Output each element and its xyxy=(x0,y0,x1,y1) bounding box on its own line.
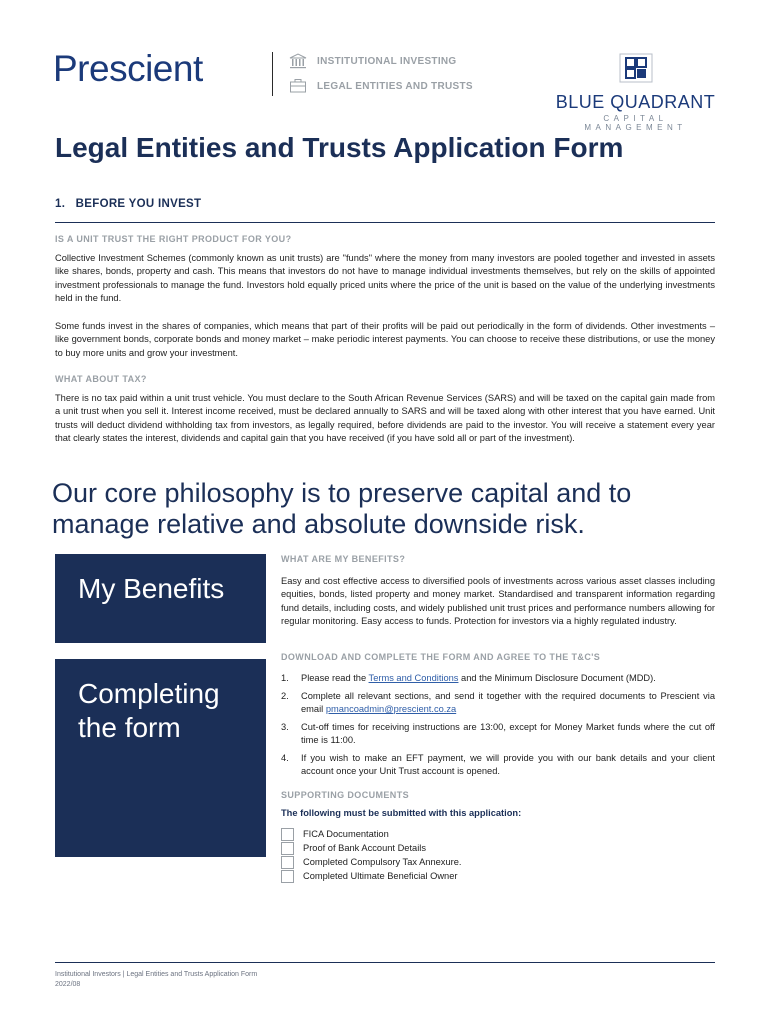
prescient-logo: Prescient xyxy=(53,48,203,89)
footer-divider xyxy=(55,962,715,963)
question-heading: WHAT ABOUT TAX? xyxy=(55,374,147,384)
footer-date: 2022/08 xyxy=(55,981,81,988)
step-number: 3. xyxy=(281,722,289,732)
section-divider xyxy=(55,222,715,223)
steps-list xyxy=(281,672,715,778)
philosophy-statement: Our core philosophy is to preserve capital and to manage relative and absolute downside risk. xyxy=(52,478,632,539)
benefits-section xyxy=(281,554,715,629)
checkbox[interactable] xyxy=(281,856,294,869)
completing-box-line1: Completing xyxy=(78,678,220,709)
benefits-heading: WHAT ARE MY BENEFITS? xyxy=(281,554,406,564)
question-heading: IS A UNIT TRUST THE RIGHT PRODUCT FOR YOU? xyxy=(55,234,292,244)
terms-link[interactable]: Terms and Conditions xyxy=(368,673,459,683)
document-item[interactable] xyxy=(281,827,715,841)
step-text xyxy=(301,672,715,685)
documents-checklist xyxy=(281,827,715,883)
step-number: 1. xyxy=(281,673,289,683)
step-number: 2. xyxy=(281,691,289,701)
step-number: 4. xyxy=(281,753,289,763)
footer-line: Institutional Investors | Legal Entities and Trusts Application Form xyxy=(55,971,258,978)
benefits-box-label: My Benefits xyxy=(78,573,225,604)
supporting-heading: SUPPORTING DOCUMENTS xyxy=(281,790,410,800)
document-label: Proof of Bank Account Details xyxy=(303,843,426,853)
step-text: If you wish to make an EFT payment, we will provide you with our bank details and your client account once your Unit Trust account is opened. xyxy=(301,753,715,776)
completing-heading: DOWNLOAD AND COMPLETE THE FORM AND AGREE TO THE T&C'S xyxy=(281,652,601,662)
completing-section xyxy=(281,652,715,883)
step-text-post: and the Minimum Disclosure Document (MDD). xyxy=(458,673,656,683)
document-item[interactable] xyxy=(281,855,715,869)
page-title: Legal Entities and Trusts Application Form xyxy=(55,132,624,163)
briefcase-icon xyxy=(289,78,307,94)
institution-icon xyxy=(289,53,307,69)
step-item xyxy=(281,752,715,778)
email-link[interactable]: pmancoadmin@prescient.co.za xyxy=(325,704,457,714)
header-divider xyxy=(272,52,273,96)
segment-legal xyxy=(289,78,473,94)
partner-name: BLUE QUADRANT xyxy=(555,92,716,112)
checkbox[interactable] xyxy=(281,842,294,855)
completing-box-line2: the form xyxy=(78,712,181,743)
step-text xyxy=(301,690,715,716)
supporting-intro: The following must be submitted with this application: xyxy=(281,808,522,818)
segment-institutional xyxy=(289,53,457,69)
footer xyxy=(55,970,257,990)
checkbox[interactable] xyxy=(281,870,294,883)
paragraph: Collective Investment Schemes (commonly known as unit trusts) are "funds" where the money from many investors are pooled together and invested in assets like shares, bonds, property and cash. This means that investors do not have to manage individual investments themselves, but rely on the skills of appointed investment professionals to manage the fund. Investors hold equally priced units where the price of the unit is based on the value of the underlying investments held in the fund. xyxy=(55,253,715,304)
completing-box xyxy=(55,659,266,857)
paragraph: Some funds invest in the shares of companies, which means that part of their profits will be paid out periodically in the form of dividends. Other investments – like government bonds, corporate bonds and money market – make periodic interest payments. You can choose to receive these distributions, or use the money to buy more units and grow your investment. xyxy=(55,321,715,358)
document-label: FICA Documentation xyxy=(303,829,389,839)
document-item[interactable] xyxy=(281,869,715,883)
quadrant-mark-icon xyxy=(619,53,653,83)
document-label: Completed Ultimate Beneficial Owner xyxy=(303,871,458,881)
step-text-pre: Complete all relevant sections, and send it together with the required documents to Prescient via email xyxy=(301,691,715,714)
benefits-box xyxy=(55,554,266,643)
blue-quadrant-logo xyxy=(553,53,718,132)
completing-box-label xyxy=(55,659,266,745)
segment-label: LEGAL ENTITIES AND TRUSTS xyxy=(317,80,473,92)
step-text: Cut-off times for receiving instructions are 13:00, except for Money Market funds where the cut off time is 11:00. xyxy=(301,722,715,745)
step-text-pre: Please read the xyxy=(301,673,369,683)
paragraph: There is no tax paid within a unit trust vehicle. You must declare to the South African Revenue Services (SARS) and will be taxed on the capital gain made from a unit trust when you sell it. Interest income received, must be declared annually to SARS and will be taxed along with other interest that you have earned. Unit trusts will deduct dividend withholding tax from investors, as legally required, before dividends are paid to the investor. You will receive a statement every year that clearly states the interest, dividends and capital gain that you have received (if you have sold all or part of the investment). xyxy=(55,393,715,444)
partner-subtitle: CAPITAL MANAGEMENT xyxy=(584,114,687,132)
segment-label: INSTITUTIONAL INVESTING xyxy=(317,55,457,67)
document-label: Completed Compulsory Tax Annexure. xyxy=(303,857,462,867)
benefits-text: Easy and cost effective access to diversified pools of investments across various asset classes including equities, bonds, listed property and money market. Standardised and transparent information regarding fund details, including costs, and widely published unit trust prices and performance numbers allowing for regular monitoring. Easy access to funds. Protection for investors via a highly regulated industry. xyxy=(281,576,715,627)
document-item[interactable] xyxy=(281,841,715,855)
checkbox[interactable] xyxy=(281,828,294,841)
step-item xyxy=(281,690,715,716)
step-item xyxy=(281,721,715,747)
section-heading: 1. BEFORE YOU INVEST xyxy=(55,198,202,210)
step-item xyxy=(281,672,715,685)
